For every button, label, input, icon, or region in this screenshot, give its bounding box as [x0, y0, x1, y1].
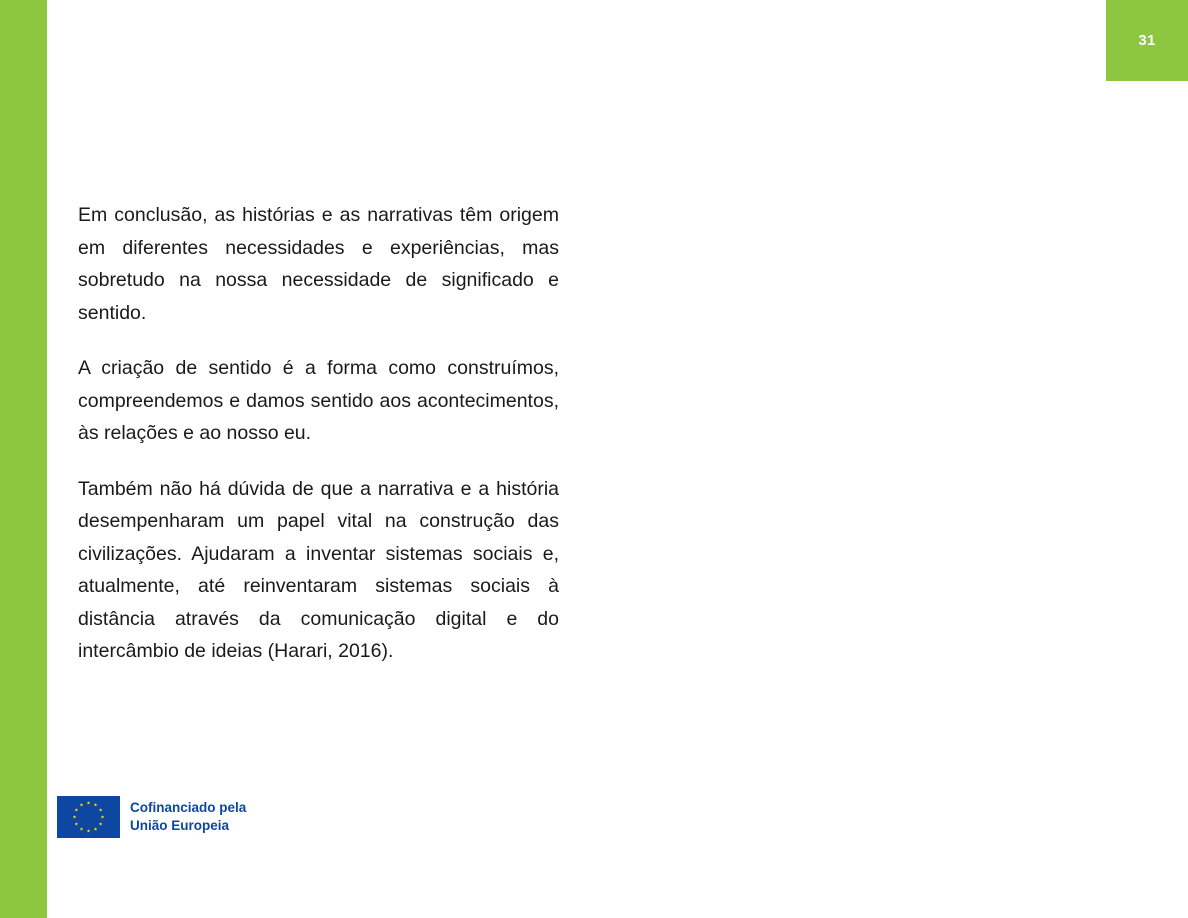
cofunding-line-2: União Europeia — [130, 818, 230, 833]
paragraph-conclusion: Em conclusão, as histórias e as narrativas têm origem em diferentes necessidades e experiências, mas sobretudo na nossa necessidade de significado e sentido. — [78, 204, 559, 324]
paragraph-sense-making: A criação de sentido é a forma como construímos, compreendemos e damos sentido aos acontecimentos, às relações e ao nosso eu. — [78, 357, 559, 444]
cofunding-line-1: Cofinanciado pela — [130, 800, 247, 815]
cofunding-footer — [57, 796, 246, 838]
page-number-badge — [1106, 0, 1188, 81]
page-number: 31 — [1138, 32, 1156, 49]
eu-flag-icon — [57, 796, 120, 838]
cofunding-label — [130, 799, 246, 835]
main-text-block — [78, 199, 559, 691]
left-accent-bar — [0, 0, 47, 918]
paragraph-civilizations: Também não há dúvida de que a narrativa e a história desempenharam um papel vital na construção das civilizações. Ajudaram a inventar sistemas sociais e, atualmente, até reinventaram sistemas sociais à distância através da comunicação digital e do intercâmbio de ideias (Harari, 2016). — [78, 477, 559, 662]
